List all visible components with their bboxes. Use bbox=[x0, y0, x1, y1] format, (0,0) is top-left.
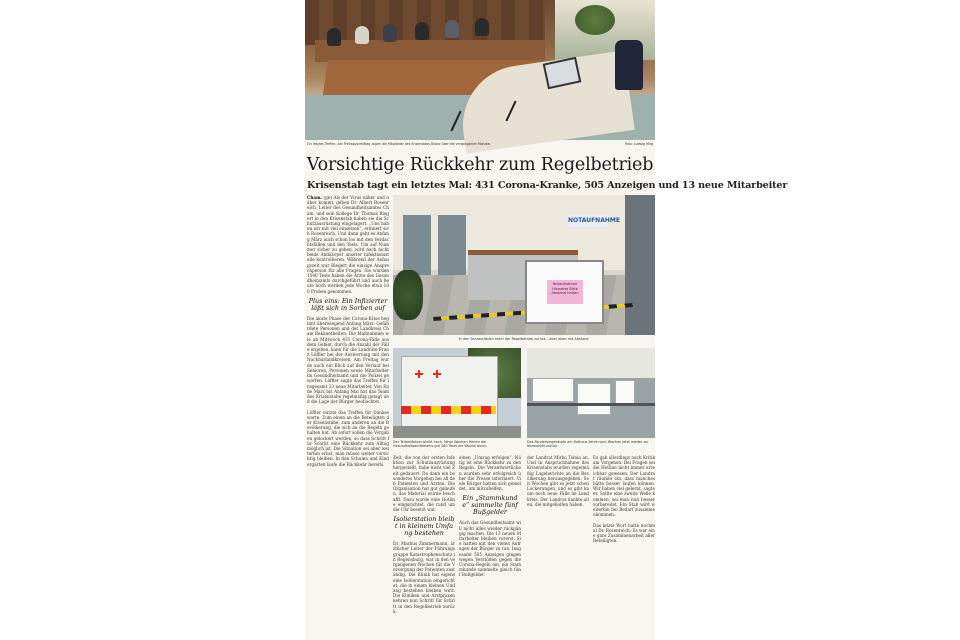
notaufnahme-sign: NOTAUFNAHME bbox=[568, 215, 608, 227]
attendee bbox=[355, 26, 369, 44]
townhall-photo bbox=[527, 348, 655, 438]
column-e bbox=[593, 455, 655, 640]
info-board-text: Notaufnahme Hinweise Bitte Abstand halten bbox=[547, 280, 583, 304]
attendee bbox=[383, 24, 397, 42]
paragraph: Dr. Markus Zimmermann, ärztlicher Leiter der Führungsgruppe Katastrophenschutz in Regensburg, war in den vergangenen Wochen für die Versorgung der Patienten zuständig. Die Klinik hat eigens eine Isolierstation eingerichtet, die in einem kleinen Umfang bestehen bleiben wird. Die Kliniken und Arztpraxen kehren nun Schritt für Schritt in den Regelbetrieb zurück. bbox=[393, 541, 455, 614]
paragraph: Löffler nutzte das Treffen für Dankesworte. Zum einen an die Beteiligten der Krisenstäbe, zum anderen an die Bevölkerung, die sich an die Regeln gehalten hat. Ab sofort sollen die Vorgaben gelockert werden, so dass Schritt für Schritt eine Rückkehr zum Alltag möglich ist. Die Situation sei aber weiterhin ernst, man müsse weiter vorsichtig bleiben. In den Schulen und Kindergärten laufe die Rückkehr bereits. bbox=[307, 409, 389, 467]
ambulance-photo bbox=[393, 348, 521, 438]
dateline: Cham. bbox=[307, 195, 322, 200]
top-photo-caption bbox=[307, 142, 653, 146]
column-c bbox=[459, 455, 521, 640]
reception-photo bbox=[393, 195, 655, 335]
ambulance-photo-caption: Der Teilzeitfahrer bleibt noch. Neun Wochen führen die Gesundheitsamtsteams gut 180 Tests die Woche durch. bbox=[393, 440, 488, 449]
section-subtitle: Ein „Stammkunde“ sammelte fünf Bußgelder bbox=[462, 494, 518, 517]
notice-paper bbox=[532, 378, 574, 402]
notice-paper bbox=[577, 383, 611, 415]
paragraph: Zeit, die von der ersten Infektion zur Schutzausrüstung hergestellt, habe nicht viel Zeit gedauert. Da dann ein besonderes Vorgehen bei all den Patienten und Ärzten. Die Organisation hat gut gelaufen, das Material wurde beschafft. Dazu wurde eine Hotline eingerichtet, die rund um die Uhr besetzt war. bbox=[393, 455, 455, 513]
reception-photo-caption: In den Sanaschläden kehrt der Regelbetrieb zurück – aber eben mit Abstand. bbox=[458, 337, 590, 341]
townhall-photo-caption: Das Pandemiegebäude am Rathaus kehrt nach Wochen jetzt wieder zur Normalität zurück. bbox=[527, 440, 649, 449]
headline: Vorsichtige Rückkehr zum Regelbetrieb bbox=[306, 155, 654, 175]
newspaper-clipping bbox=[305, 0, 788, 640]
photo-credit: Foto: Ludwig Mirg bbox=[624, 142, 653, 146]
ambulance-stripe bbox=[401, 406, 496, 414]
paragraph: Die akute Phase der Corona-Krise beginnt überwiegend Anfang März. Gefährdete Personen und der Landkreis Cham Bekanntheiten. Die Maßnahmen wie ab Mittwoch 431 Corona-Fälle aus dem Gebiet, durch die Anzahl der Fälle ergeben, kann für die Landräte Franz Löffler bei der Auswertung mit den Nachbarlandkreisen. Am Freitag wurde auch ein Blick auf den Verlauf bei Senioren, Personen sowie Mitarbeiter im Gesundheitsamt und die Polizei geworfen. Löffler sagte das Treffen für insgesamt 13 neue Mitarbeiter. Von Ende März bis Anfang Mai hat das Team des Krisenstabs regelmäßig getagt und die Lage der Bürger beobachtet. bbox=[307, 315, 389, 405]
attendee bbox=[615, 40, 643, 90]
plant bbox=[393, 270, 423, 320]
ambulance-body bbox=[401, 356, 498, 428]
door bbox=[438, 215, 466, 275]
column-b bbox=[393, 455, 455, 640]
window bbox=[527, 348, 655, 378]
paragraph: Es gab allerdings auch Kritik am Vorgehen. Bei Fragen sei die Hotline nicht immer erreichbar gewesen. Der Landrat räumte ein, dass manches hätte besser laufen können. Wir haben viel gelernt, sagte er. Sollte eine zweite Welle kommen, sei man nun besser vorbereitet. Ein Stab wird weiterhin bei Bedarf zusammenkommen. bbox=[593, 455, 655, 518]
ground bbox=[393, 426, 521, 438]
column-d bbox=[527, 455, 589, 640]
paragraph: (ge) Als der Virus näher und näher kommt, geben Dr. Albert Rosenreich, Leiter des Gesundheitsamtes Cham, und sein Kollege Dr. Thomas Riegert in den Krisenstab haben sie die Schutzausrüstung eingelagert. „Uns haben wir mit viel einsetzen“, erinnert sich Rosenreich. Und dann geht es Anfang März auch schon los mit den Verdachtsfällen und den Tests. Um auf Nummer sicher zu gehen, wird nach nicht beide Antikörper unserer Infektionsstelle kontrollieren. Während der Anfangszeit war Riegert die einzige Ansprechperson für alle Fragen. Sie wurden 1500 Tests haben die Ärzte des Gesundheitsamts durchgeführt und auch heute noch werden jede Woche etwa 100 Proben genommen. bbox=[307, 195, 389, 294]
plant bbox=[575, 5, 615, 35]
conference-table-back bbox=[315, 40, 545, 62]
paragraph: Auch das Gesundheitsamt will nicht alles wieder rückgängig machen. Die 13 neuen Mitarbeiter bleiben vorerst. Sie hatten mit den vielen Anfragen der Bürger zu tun. Insgesamt 505 Anzeigen gingen wegen Verstößen gegen die Corona-Regeln ein, ein Stammkunde sammelte gleich fünf Bußgelder. bbox=[459, 520, 521, 578]
red-cross-icon bbox=[433, 370, 441, 378]
column-left bbox=[307, 195, 389, 640]
section-subtitle: Plus eins: Ein Infizierter läßt sich in Sorben auf bbox=[308, 296, 388, 312]
attendee bbox=[445, 20, 459, 38]
attendee bbox=[475, 18, 489, 36]
info-board bbox=[525, 260, 604, 324]
pillar bbox=[625, 195, 655, 335]
paragraph: einen „Umzug erfolgen“. Nötig ist eine Rückkehr zu den Regeln. Die Verantwortlichen wurden sehr erfolgreich über die Presse informiert. Viele Bürger hatten sich gemeldet, um mitzuhelfen. bbox=[459, 455, 521, 492]
attendee bbox=[415, 22, 429, 40]
door bbox=[403, 215, 431, 275]
meeting-photo bbox=[305, 0, 655, 140]
paragraph: Das letzte Wort hatte nochmal Dr. Rosenreich: Es war eine gute Zusammenarbeit aller Beteiligten. bbox=[593, 522, 655, 544]
caption-text: Ein letztes Treffen: Am Freitagvormittag zogen die Mitglieder des Krisenstabs Bilanz über die vergangenen Monate. bbox=[307, 142, 491, 146]
paragraph: der Landrat Mirko Tsinia an. Und in Anspruchnahme des Krisenstabs wurden regelmäßig Lageberichte an die Bevölkerung herausgegeben. Seit Wochen gibt es jetzt schon Lockerungen, und es gibt kaum noch neue Fälle im Landkreis. Der Landrat dankte allen, die mitgeholfen haben. bbox=[527, 455, 589, 507]
attendee bbox=[327, 28, 341, 46]
notice-paper bbox=[615, 380, 635, 404]
section-subtitle: Isolierstation bleibt in kleinem Umfang bestehen bbox=[393, 515, 455, 538]
red-cross-icon bbox=[415, 370, 423, 378]
subheadline: Krisenstab tagt ein letztes Mal: 431 Corona-Kranke, 505 Anzeigen und 13 neue Mitarbeiter bbox=[307, 180, 788, 191]
railing bbox=[527, 403, 655, 406]
